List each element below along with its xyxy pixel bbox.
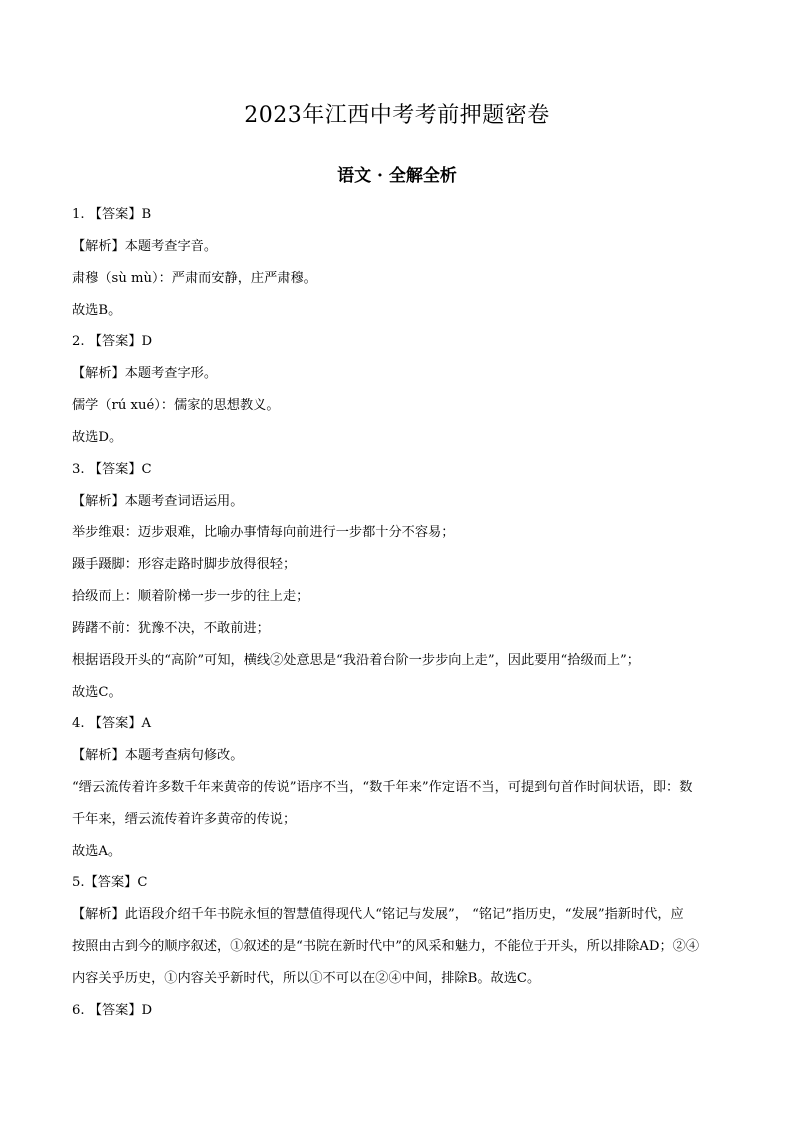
q2-analysis: 【解析】本题考查字形。 bbox=[72, 366, 218, 381]
q3-explanation-5: 根据语段开头的“高阶”可知，横线②处意思是“我沿着台阶一步步向上走”，因此要用“拾级而上”； bbox=[72, 653, 640, 668]
q2-answer: 2. 【答案】D bbox=[72, 334, 153, 349]
q1-conclusion: 故选B。 bbox=[72, 303, 122, 318]
q1-explanation: 肃穆（sù mù）：严肃而安静，庄严肃穆。 bbox=[72, 271, 317, 286]
q2-conclusion: 故选D。 bbox=[72, 430, 123, 445]
q1-analysis: 【解析】本题考查字音。 bbox=[72, 239, 218, 254]
q1-answer: 1. 【答案】B bbox=[72, 207, 152, 222]
q4-explanation-1: “缙云流传着许多数千年来黄帝的传说”语序不当，“数千年来”作定语不当，可提到句首作时间状语，即：数 bbox=[72, 780, 693, 795]
q5-analysis-3: 内容关乎历史，①内容关乎新时代，所以①不可以在②④中间，排除B。故选C。 bbox=[72, 971, 541, 986]
q5-answer: 5.【答案】C bbox=[72, 875, 148, 890]
q2-explanation: 儒学（rú xué）：儒家的思想教义。 bbox=[72, 398, 280, 413]
q3-explanation-4: 踌躇不前：犹豫不决，不敢前进； bbox=[72, 621, 270, 636]
q4-answer: 4. 【答案】A bbox=[72, 716, 152, 731]
q4-analysis: 【解析】本题考查病句修改。 bbox=[72, 748, 244, 763]
q4-explanation-2: 千年来，缙云流传着许多黄帝的传说； bbox=[72, 812, 297, 827]
q4-conclusion: 故选A。 bbox=[72, 844, 122, 859]
q3-explanation-1: 举步维艰：迈步艰难，比喻办事情每向前进行一步都十分不容易； bbox=[72, 525, 455, 540]
q3-explanation-2: 蹑手蹑脚：形容走路时脚步放得很轻； bbox=[72, 557, 297, 572]
document-title: 2023年江西中考考前押题密卷 bbox=[244, 103, 550, 128]
q3-answer: 3. 【答案】C bbox=[72, 462, 152, 477]
q6-answer: 6. 【答案】D bbox=[72, 1003, 153, 1018]
q5-analysis-2: 按照由古到今的顺序叙述，①叙述的是“书院在新时代中”的风采和魅力，不能位于开头，所以排除AD；②④ bbox=[72, 939, 700, 954]
q5-analysis-1: 【解析】此语段介绍千年书院永恒的智慧值得现代人“铭记与发展”， “铭记”指历史，“发展”指新时代，应 bbox=[72, 907, 684, 922]
q3-analysis: 【解析】本题考查词语运用。 bbox=[72, 494, 244, 509]
document-subtitle: 语文 · 全解全析 bbox=[337, 166, 457, 186]
q3-conclusion: 故选C。 bbox=[72, 685, 122, 700]
q3-explanation-3: 拾级而上：顺着阶梯一步一步的往上走； bbox=[72, 589, 310, 604]
